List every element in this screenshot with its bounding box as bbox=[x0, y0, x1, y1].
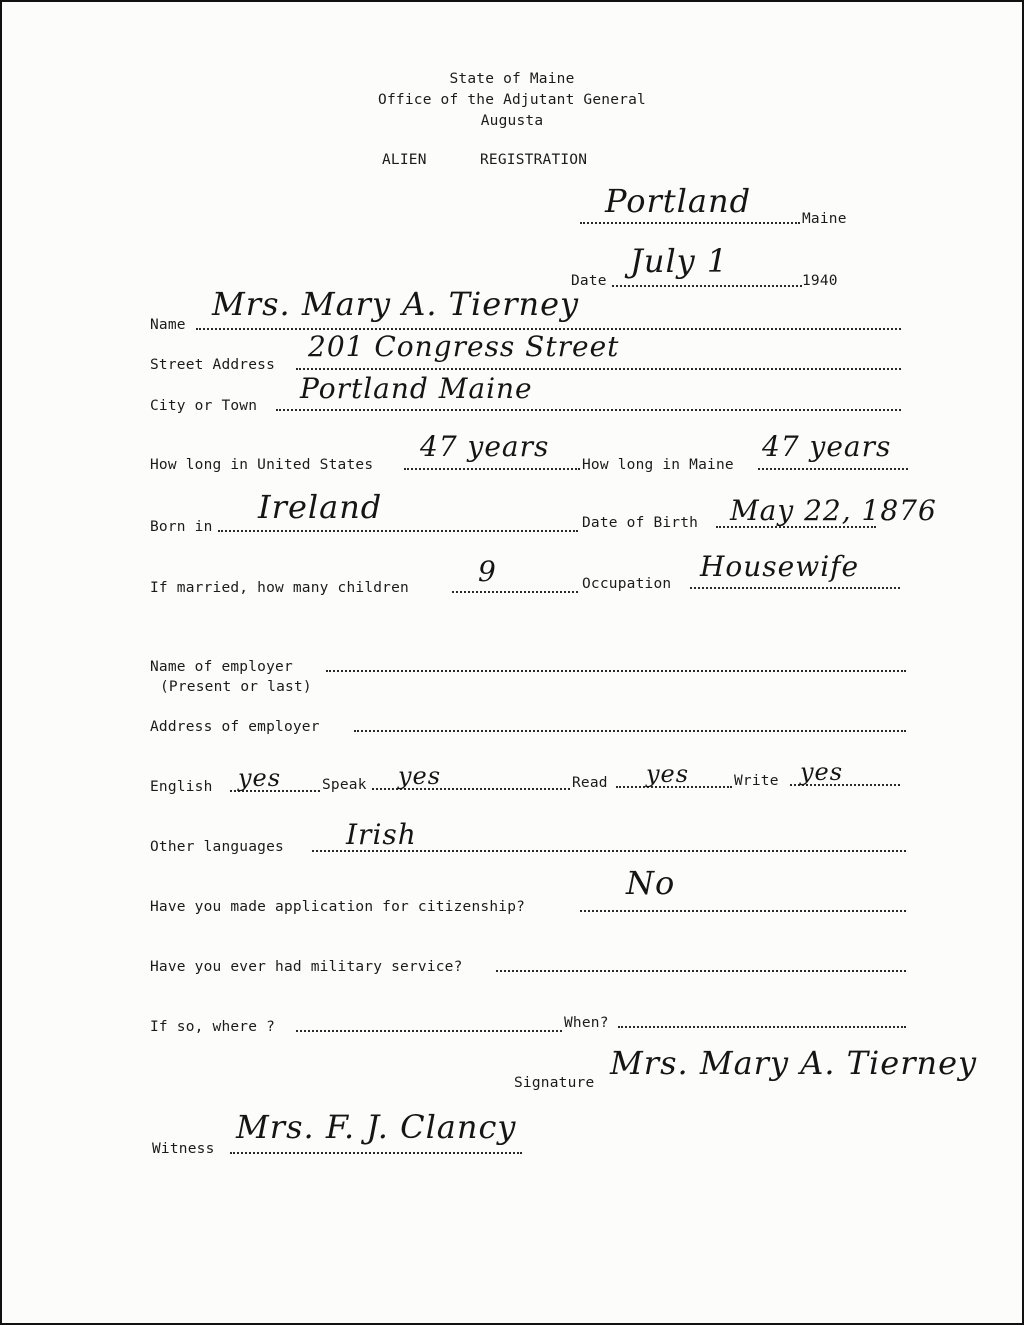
city-dotted-line bbox=[276, 409, 901, 411]
occupation-label: Occupation bbox=[582, 576, 672, 592]
write-value: yes bbox=[800, 758, 844, 786]
witness-value: Mrs. F. J. Clancy bbox=[236, 1108, 517, 1146]
occupation-value: Housewife bbox=[700, 550, 860, 583]
city-value: Portland Maine bbox=[300, 372, 533, 405]
maine-years-dotted-line bbox=[758, 468, 908, 470]
maine-years-label: How long in Maine bbox=[582, 457, 734, 473]
other-languages-value: Irish bbox=[346, 818, 417, 851]
born-label: Born in bbox=[150, 519, 213, 535]
citizenship-dotted-line bbox=[580, 910, 906, 912]
english-value: yes bbox=[238, 764, 282, 792]
dob-label: Date of Birth bbox=[582, 515, 699, 531]
read-label: Read bbox=[572, 775, 608, 791]
witness-label: Witness bbox=[152, 1141, 215, 1157]
where-label: If so, where ? bbox=[150, 1019, 276, 1035]
military-label: Have you ever had military service? bbox=[150, 959, 463, 975]
maine-years-value: 47 years bbox=[762, 430, 892, 463]
born-dotted-line bbox=[218, 530, 578, 532]
employer-dotted-line bbox=[326, 670, 906, 672]
us-years-label: How long in United States bbox=[150, 457, 374, 473]
dob-value: May 22, 1876 bbox=[730, 494, 937, 527]
us-years-dotted-line bbox=[404, 468, 580, 470]
date-dotted-line bbox=[612, 285, 802, 287]
us-years-value: 47 years bbox=[420, 430, 550, 463]
street-label: Street Address bbox=[150, 357, 276, 373]
occupation-dotted-line bbox=[690, 587, 900, 589]
speak-label: Speak bbox=[322, 777, 367, 793]
speak-value: yes bbox=[398, 762, 442, 790]
city-label: City or Town bbox=[150, 398, 258, 414]
children-value: 9 bbox=[478, 555, 497, 588]
employer-label: Name of employer bbox=[150, 659, 293, 675]
employer-address-label: Address of employer bbox=[150, 719, 320, 735]
other-languages-label: Other languages bbox=[150, 839, 284, 855]
write-label: Write bbox=[734, 773, 779, 789]
citizenship-value: No bbox=[626, 864, 676, 902]
employer-sublabel: (Present or last) bbox=[160, 679, 312, 695]
signature-label: Signature bbox=[514, 1075, 595, 1091]
place-suffix: Maine bbox=[802, 211, 847, 227]
form-title-registration: REGISTRATION bbox=[480, 152, 588, 168]
street-dotted-line bbox=[296, 368, 901, 370]
read-value: yes bbox=[646, 760, 690, 788]
english-label: English bbox=[150, 779, 213, 795]
place-value: Portland bbox=[605, 182, 752, 220]
header-state: State of Maine bbox=[449, 71, 575, 87]
date-year: 1940 bbox=[802, 273, 838, 289]
name-label: Name bbox=[150, 317, 186, 333]
date-label: Date bbox=[571, 273, 607, 289]
when-dotted-line bbox=[618, 1026, 906, 1028]
form-title-alien: ALIEN bbox=[382, 152, 427, 168]
children-dotted-line bbox=[452, 591, 578, 593]
header-city: Augusta bbox=[480, 113, 544, 129]
name-value: Mrs. Mary A. Tierney bbox=[212, 285, 580, 323]
place-dotted-line bbox=[580, 222, 800, 224]
employer-address-dotted-line bbox=[354, 730, 906, 732]
born-value: Ireland bbox=[258, 488, 383, 526]
military-dotted-line bbox=[496, 970, 906, 972]
header-office: Office of the Adjutant General bbox=[378, 92, 646, 108]
signature-value: Mrs. Mary A. Tierney bbox=[610, 1044, 978, 1082]
where-dotted-line bbox=[296, 1030, 562, 1032]
date-value: July 1 bbox=[630, 242, 729, 280]
when-label: When? bbox=[564, 1015, 609, 1031]
children-label: If married, how many children bbox=[150, 580, 409, 596]
witness-dotted-line bbox=[230, 1152, 522, 1154]
street-value: 201 Congress Street bbox=[308, 330, 620, 363]
citizenship-label: Have you made application for citizenship? bbox=[150, 899, 526, 915]
